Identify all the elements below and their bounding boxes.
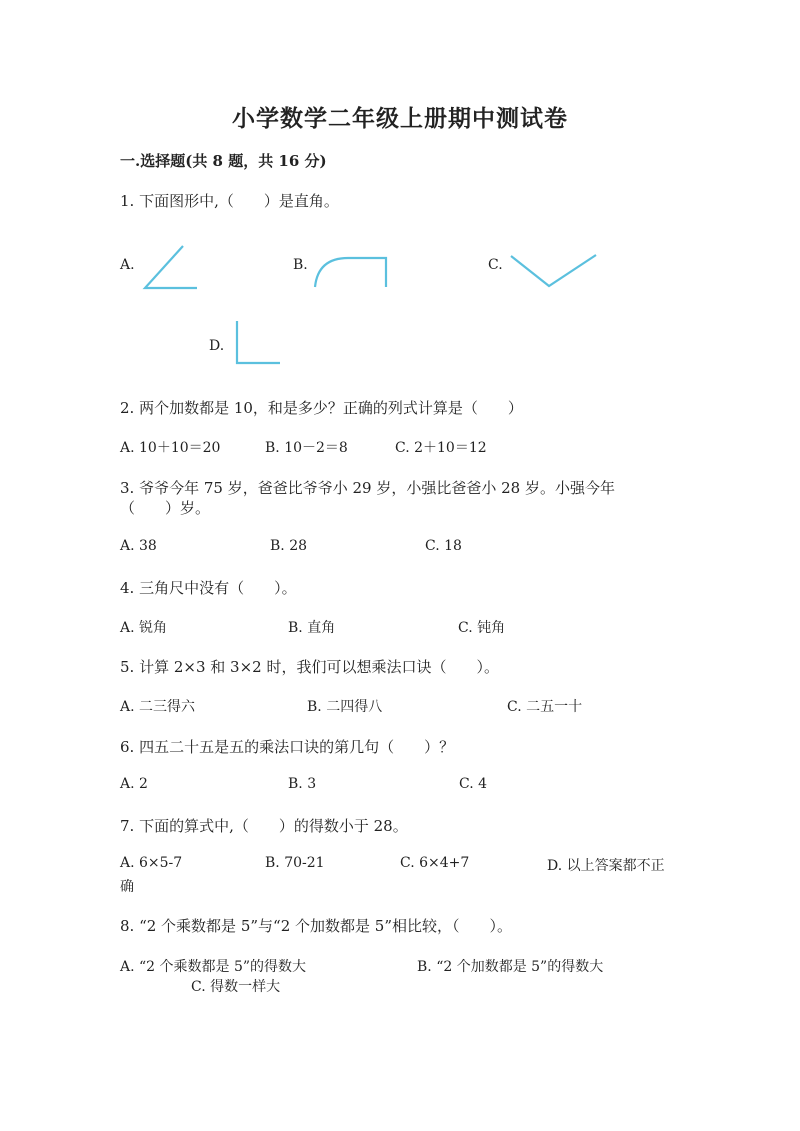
q3-option-b: B. 28 — [270, 538, 308, 554]
q1-option-a-label: A. — [120, 257, 135, 273]
q5-option-c: C. 二五一十 — [507, 699, 583, 715]
question-8-stem: 8. “2 个乘数都是 5”与“2 个加数都是 5”相比较，（ ）。 — [120, 917, 513, 935]
q8-option-a: A. “2 个乘数都是 5”的得数大 — [120, 959, 307, 975]
question-1-stem: 1. 下面图形中,（ ）是直角。 — [120, 192, 339, 210]
q3-option-a: A. 38 — [120, 538, 157, 554]
curved-corner-figure — [312, 255, 392, 291]
page-title: 小学数学二年级上册期中测试卷 — [232, 105, 568, 132]
q5-option-a: A. 二三得六 — [120, 699, 196, 715]
obtuse-angle-figure — [508, 252, 602, 292]
q5-option-b: B. 二四得八 — [307, 699, 383, 715]
q2-option-a: A. 10＋10＝20 — [120, 440, 221, 456]
q7-option-b: B. 70-21 — [265, 855, 325, 871]
q7-option-c: C. 6×4+7 — [400, 855, 470, 871]
q3-option-c: C. 18 — [425, 538, 462, 554]
section-heading: 一.选择题(共 8 题，共 16 分) — [120, 152, 327, 170]
q4-option-a: A. 锐角 — [120, 620, 168, 636]
q7-option-d-wrap: 确 — [120, 879, 134, 895]
q6-option-b: B. 3 — [288, 776, 317, 792]
q2-option-b: B. 10－2＝8 — [265, 440, 348, 456]
question-3-stem-line2: （ ）岁。 — [120, 499, 211, 517]
q1-option-b-label: B. — [293, 257, 308, 273]
right-angle-figure — [233, 318, 285, 368]
q4-option-b: B. 直角 — [288, 620, 336, 636]
q4-option-c: C. 钝角 — [458, 620, 506, 636]
q6-option-c: C. 4 — [459, 776, 488, 792]
q2-option-c: C. 2＋10＝12 — [395, 440, 487, 456]
q6-option-a: A. 2 — [120, 776, 148, 792]
question-2-stem: 2. 两个加数都是 10，和是多少？正确的列式计算是（ ） — [120, 399, 523, 417]
question-6-stem: 6. 四五二十五是五的乘法口诀的第几句（ ）？ — [120, 738, 455, 756]
q8-option-c: C. 得数一样大 — [191, 979, 281, 995]
question-7-stem: 7. 下面的算式中,（ ）的得数小于 28。 — [120, 817, 408, 835]
question-5-stem: 5. 计算 2×3 和 3×2 时，我们可以想乘法口诀（ ）。 — [120, 658, 499, 676]
question-3-stem-line1: 3. 爷爷今年 75 岁，爸爸比爷爷小 29 岁，小强比爸爸小 28 岁。小强今年 — [120, 479, 615, 497]
question-4-stem: 4. 三角尺中没有（ ）。 — [120, 579, 297, 597]
q1-option-c-label: C. — [488, 257, 503, 273]
q1-option-d-label: D. — [209, 338, 225, 354]
q7-option-a: A. 6×5-7 — [120, 855, 183, 871]
acute-angle-figure — [140, 243, 200, 293]
q7-option-d: D. 以上答案都不正 — [547, 858, 665, 874]
q8-option-b: B. “2 个加数都是 5”的得数大 — [417, 959, 604, 975]
